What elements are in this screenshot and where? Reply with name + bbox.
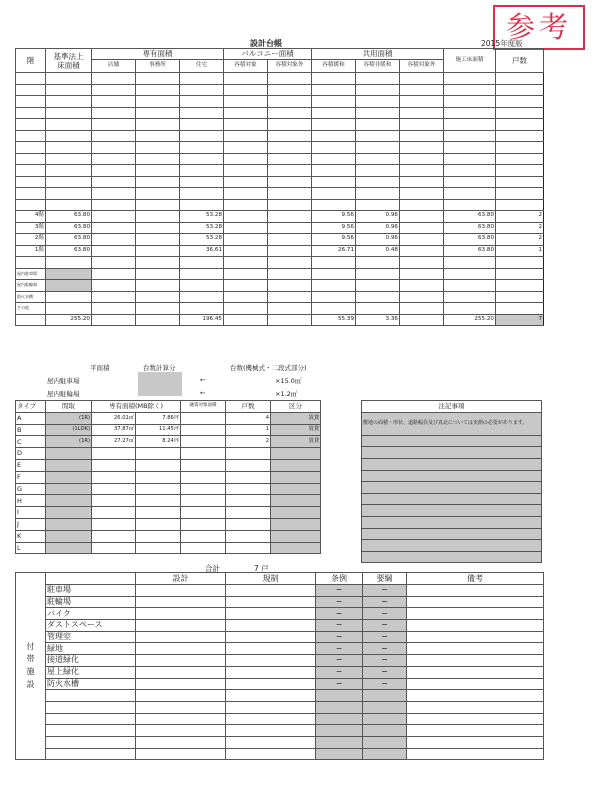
ordinance-cell: − — [316, 631, 363, 643]
floor-construct: 63.80 — [444, 211, 496, 223]
floor-bal_in — [224, 234, 268, 246]
balcony-header: バルコニー面積 — [224, 49, 312, 60]
common-sub-header: 容積対象外 — [400, 60, 444, 73]
area-tsubo — [136, 507, 181, 519]
facility-row — [16, 608, 544, 620]
facility-row — [16, 690, 544, 702]
table-row — [16, 96, 544, 108]
count-cell — [226, 471, 271, 483]
extra-row-label: その他 — [16, 303, 46, 315]
table-row — [16, 119, 544, 131]
remarks-header: 備考 — [407, 573, 544, 585]
common-sub-header: 容積非緩和 — [356, 60, 400, 73]
type-cell: C — [16, 436, 46, 448]
guideline-cell: − — [363, 608, 407, 620]
floor-housing: 53.28 — [180, 211, 224, 223]
type-cell: J — [16, 518, 46, 530]
facility-row — [16, 585, 544, 597]
layout-cell: (1R) — [46, 412, 92, 424]
total-label: 合計 — [205, 564, 220, 573]
floor-construct: 63.80 — [444, 245, 496, 257]
arrow-icon: ← — [200, 376, 206, 384]
extra-row-label: 屋内駐輪場 — [16, 280, 46, 292]
facility-name: ダストスペース — [46, 620, 136, 632]
category-cell — [271, 530, 321, 542]
ordinance-cell: − — [316, 643, 363, 655]
table-row — [16, 530, 321, 542]
facility-row — [16, 620, 544, 632]
notes-title: 注記事項 — [362, 401, 542, 413]
bicycle-row-label: 屋内駐輪場 — [47, 390, 80, 398]
area-tsubo: 8.24坪 — [136, 436, 181, 448]
floor-row — [16, 222, 544, 234]
legal-area-header: 基準法上 床面積 — [46, 49, 92, 73]
table-row — [16, 165, 544, 177]
facility-name: 駐輪場 — [46, 596, 136, 608]
floor-nonrelax: 0.96 — [356, 222, 400, 234]
guideline-cell: − — [363, 655, 407, 667]
category-header: 区分 — [271, 401, 321, 413]
area-sqm — [92, 448, 136, 460]
facility-row — [16, 736, 544, 748]
layout-cell — [46, 542, 92, 554]
facility-name: 緑地 — [46, 643, 136, 655]
floor-legal: 63.80 — [46, 211, 92, 223]
count-header: 戸数 — [226, 401, 271, 413]
floor-housing: 53.28 — [180, 234, 224, 246]
table-row — [16, 495, 321, 507]
facility-row — [16, 713, 544, 725]
area-tsubo — [136, 530, 181, 542]
type-header: タイプ — [16, 401, 46, 413]
count-cell — [226, 530, 271, 542]
floor-label: 1階 — [16, 245, 46, 257]
total-relax: 55.39 — [312, 314, 356, 326]
layout-cell — [46, 495, 92, 507]
floor-office — [136, 245, 180, 257]
floor-area-table — [15, 48, 544, 326]
facility-name: 接道緑化 — [46, 655, 136, 667]
floor-bal_out — [268, 234, 312, 246]
layout-cell: (1R) — [46, 436, 92, 448]
count-cell: 2 — [226, 436, 271, 448]
floor-bal_in — [224, 222, 268, 234]
floor-shop — [92, 234, 136, 246]
reference-stamp: 参考 — [493, 5, 585, 50]
total-units: 7 — [496, 314, 544, 326]
col-calc-label: 台数計算分 — [143, 364, 176, 372]
guideline-header: 要綱 — [363, 573, 407, 585]
facility-row — [16, 631, 544, 643]
arrow-icon: ← — [200, 389, 206, 397]
layout-cell — [46, 459, 92, 471]
category-cell: 賃貸 — [271, 424, 321, 436]
floor-shop — [92, 211, 136, 223]
floor-row — [16, 211, 544, 223]
finance-header: 融資対象面積 — [181, 401, 226, 413]
common-header: 共用面積 — [312, 49, 444, 60]
facility-row — [16, 748, 544, 760]
facilities-table — [15, 572, 544, 760]
floor-label: 4階 — [16, 211, 46, 223]
facility-row — [16, 678, 544, 690]
floor-relax: 9.56 — [312, 211, 356, 223]
units-header: 戸数 — [496, 49, 544, 73]
category-cell — [271, 459, 321, 471]
fiscal-year: 2015年度版 — [481, 39, 523, 48]
count-cell — [226, 542, 271, 554]
type-cell: E — [16, 459, 46, 471]
total-housing: 196.45 — [180, 314, 224, 326]
table-row — [16, 176, 544, 188]
guideline-cell: − — [363, 678, 407, 690]
area-tsubo — [136, 471, 181, 483]
table-row — [16, 542, 321, 554]
floor-units: 1 — [496, 245, 544, 257]
table-row — [16, 142, 544, 154]
floor-excl — [400, 245, 444, 257]
exclusive-sub-header: 住宅 — [180, 60, 224, 73]
exclusive-sub-header: 事務所 — [136, 60, 180, 73]
area-tsubo — [136, 495, 181, 507]
table-row — [16, 107, 544, 119]
guideline-cell: − — [363, 596, 407, 608]
extra-row — [16, 291, 544, 303]
guideline-cell: − — [363, 643, 407, 655]
balcony-sub-header: 容積対象外 — [268, 60, 312, 73]
guideline-cell: − — [363, 585, 407, 597]
floor-nonrelax: 0.48 — [356, 245, 400, 257]
category-cell — [271, 483, 321, 495]
ordinance-cell: − — [316, 655, 363, 667]
layout-header: 間取 — [46, 401, 92, 413]
category-cell — [271, 448, 321, 460]
count-cell — [226, 495, 271, 507]
floor-legal: 63.80 — [46, 222, 92, 234]
layout-cell: (1LDK) — [46, 424, 92, 436]
floor-row — [16, 234, 544, 246]
layout-cell — [46, 483, 92, 495]
area-sqm — [92, 495, 136, 507]
floor-excl — [400, 234, 444, 246]
layout-cell — [46, 530, 92, 542]
col-plane-label: 平面積 — [90, 364, 110, 372]
table-row — [16, 73, 544, 85]
count-cell — [226, 507, 271, 519]
floor-units: 2 — [496, 234, 544, 246]
facilities-side-label: 付 帯 施 設 — [16, 573, 46, 760]
floor-excl — [400, 211, 444, 223]
col-count-label: 台数(機械式・二段式部分) — [230, 364, 307, 372]
category-cell — [271, 518, 321, 530]
floor-shop — [92, 222, 136, 234]
floor-row — [16, 245, 544, 257]
floor-bal_out — [268, 211, 312, 223]
layout-cell — [46, 507, 92, 519]
floor-bal_in — [224, 245, 268, 257]
design-header: 設計 — [136, 573, 226, 585]
table-row — [16, 424, 321, 436]
ordinance-cell: − — [316, 678, 363, 690]
area-tsubo — [136, 518, 181, 530]
guideline-cell: − — [363, 666, 407, 678]
category-cell — [271, 495, 321, 507]
area-sqm — [92, 518, 136, 530]
extra-row-label: 屋内駐車場 — [16, 268, 46, 280]
floor-office — [136, 211, 180, 223]
ordinance-cell: − — [316, 608, 363, 620]
table-row — [16, 188, 544, 200]
total-legal: 255.20 — [46, 314, 92, 326]
table-row — [16, 130, 544, 142]
parking-row-label: 屋内駐車場 — [47, 377, 80, 385]
table-row — [16, 436, 321, 448]
type-cell: G — [16, 483, 46, 495]
facility-row — [16, 666, 544, 678]
facility-name: 駐車場 — [46, 585, 136, 597]
facility-row — [16, 655, 544, 667]
unit-type-table — [15, 400, 321, 554]
area-sqm — [92, 530, 136, 542]
type-cell: D — [16, 448, 46, 460]
ordinance-header: 条例 — [316, 573, 363, 585]
layout-cell — [46, 448, 92, 460]
type-cell: B — [16, 424, 46, 436]
area-sqm — [92, 483, 136, 495]
bicycle-factor: ×1.2㎡ — [275, 390, 298, 398]
facility-row — [16, 725, 544, 737]
total-nonrelax: 3.36 — [356, 314, 400, 326]
count-cell: 1 — [226, 424, 271, 436]
floor-excl — [400, 222, 444, 234]
guideline-cell: − — [363, 620, 407, 632]
type-cell: H — [16, 495, 46, 507]
table-row — [16, 412, 321, 424]
table-row — [16, 199, 544, 211]
floor-units: 2 — [496, 222, 544, 234]
area-sqm — [92, 459, 136, 471]
floor-shop — [92, 245, 136, 257]
calc-cell — [138, 372, 182, 396]
total-construct: 255.20 — [444, 314, 496, 326]
extra-row-label: 防火水槽 — [16, 291, 46, 303]
count-cell — [226, 518, 271, 530]
type-cell: K — [16, 530, 46, 542]
exclusive-sub-header: 店舗 — [92, 60, 136, 73]
area-sqm — [92, 471, 136, 483]
facility-name: 屋上緑化 — [46, 666, 136, 678]
table-row — [16, 84, 544, 96]
layout-cell — [46, 518, 92, 530]
layout-cell — [46, 471, 92, 483]
area-sqm — [92, 542, 136, 554]
floor-bal_out — [268, 222, 312, 234]
exclusive-header: 専有面積 — [92, 49, 224, 60]
table-row — [16, 153, 544, 165]
table-row — [16, 448, 321, 460]
construct-header: 施工床面積 — [444, 49, 496, 73]
facility-row — [16, 643, 544, 655]
total-units: 7 戸 — [254, 564, 269, 573]
floor-housing: 53.28 — [180, 222, 224, 234]
guideline-cell: − — [363, 631, 407, 643]
table-row — [16, 507, 321, 519]
table-row — [16, 459, 321, 471]
parking-factor: ×15.0㎡ — [275, 377, 302, 385]
extra-row — [16, 280, 544, 292]
ordinance-cell: − — [316, 666, 363, 678]
area-tsubo — [136, 448, 181, 460]
area-sqm: 37.87㎡ — [92, 424, 136, 436]
common-sub-header: 容積緩和 — [312, 60, 356, 73]
ordinance-cell: − — [316, 596, 363, 608]
area-tsubo: 11.45坪 — [136, 424, 181, 436]
count-cell — [226, 483, 271, 495]
balcony-sub-header: 容積対象 — [224, 60, 268, 73]
area-tsubo: 7.86坪 — [136, 412, 181, 424]
extra-row — [16, 303, 544, 315]
floor-construct: 63.80 — [444, 222, 496, 234]
facility-row — [16, 596, 544, 608]
floor-header: 階 — [16, 49, 46, 73]
facility-name: バイク — [46, 608, 136, 620]
floor-relax: 9.56 — [312, 222, 356, 234]
floor-housing: 36.61 — [180, 245, 224, 257]
floor-nonrelax: 0.96 — [356, 211, 400, 223]
facility-row — [16, 701, 544, 713]
notes-table — [361, 400, 542, 563]
table-row — [16, 483, 321, 495]
note-text: 敷地の面積・形状、道路幅員及び真北については実測の必要があります。 — [362, 412, 542, 435]
count-cell — [226, 459, 271, 471]
area-sqm: 27.27㎡ — [92, 436, 136, 448]
type-cell: F — [16, 471, 46, 483]
facility-name: 防火水槽 — [46, 678, 136, 690]
category-cell: 賃貸 — [271, 436, 321, 448]
floor-construct: 63.80 — [444, 234, 496, 246]
page-title: 設計台帳 — [250, 39, 282, 48]
floor-bal_in — [224, 211, 268, 223]
floor-label: 3階 — [16, 222, 46, 234]
count-cell — [226, 448, 271, 460]
floor-relax: 9.56 — [312, 234, 356, 246]
type-cell: L — [16, 542, 46, 554]
floor-label: 2階 — [16, 234, 46, 246]
floor-office — [136, 234, 180, 246]
category-cell: 賃貸 — [271, 412, 321, 424]
category-cell — [271, 542, 321, 554]
table-row — [16, 518, 321, 530]
area-tsubo — [136, 459, 181, 471]
count-cell: 4 — [226, 412, 271, 424]
category-cell — [271, 507, 321, 519]
area-tsubo — [136, 542, 181, 554]
floor-units: 2 — [496, 211, 544, 223]
regulation-header: 規制 — [226, 573, 316, 585]
facility-name: 管理室 — [46, 631, 136, 643]
total-row — [16, 314, 544, 326]
type-cell: A — [16, 412, 46, 424]
area-header: 専有面積(MB除く) — [92, 401, 181, 413]
area-sqm — [92, 507, 136, 519]
ordinance-cell: − — [316, 620, 363, 632]
type-cell: I — [16, 507, 46, 519]
area-sqm: 26.01㎡ — [92, 412, 136, 424]
floor-nonrelax: 0.96 — [356, 234, 400, 246]
extra-row — [16, 268, 544, 280]
table-row — [16, 471, 321, 483]
floor-office — [136, 222, 180, 234]
category-cell — [271, 471, 321, 483]
area-tsubo — [136, 483, 181, 495]
floor-bal_out — [268, 245, 312, 257]
floor-legal: 63.80 — [46, 234, 92, 246]
floor-legal: 63.80 — [46, 245, 92, 257]
floor-relax: 26.71 — [312, 245, 356, 257]
ordinance-cell: − — [316, 585, 363, 597]
